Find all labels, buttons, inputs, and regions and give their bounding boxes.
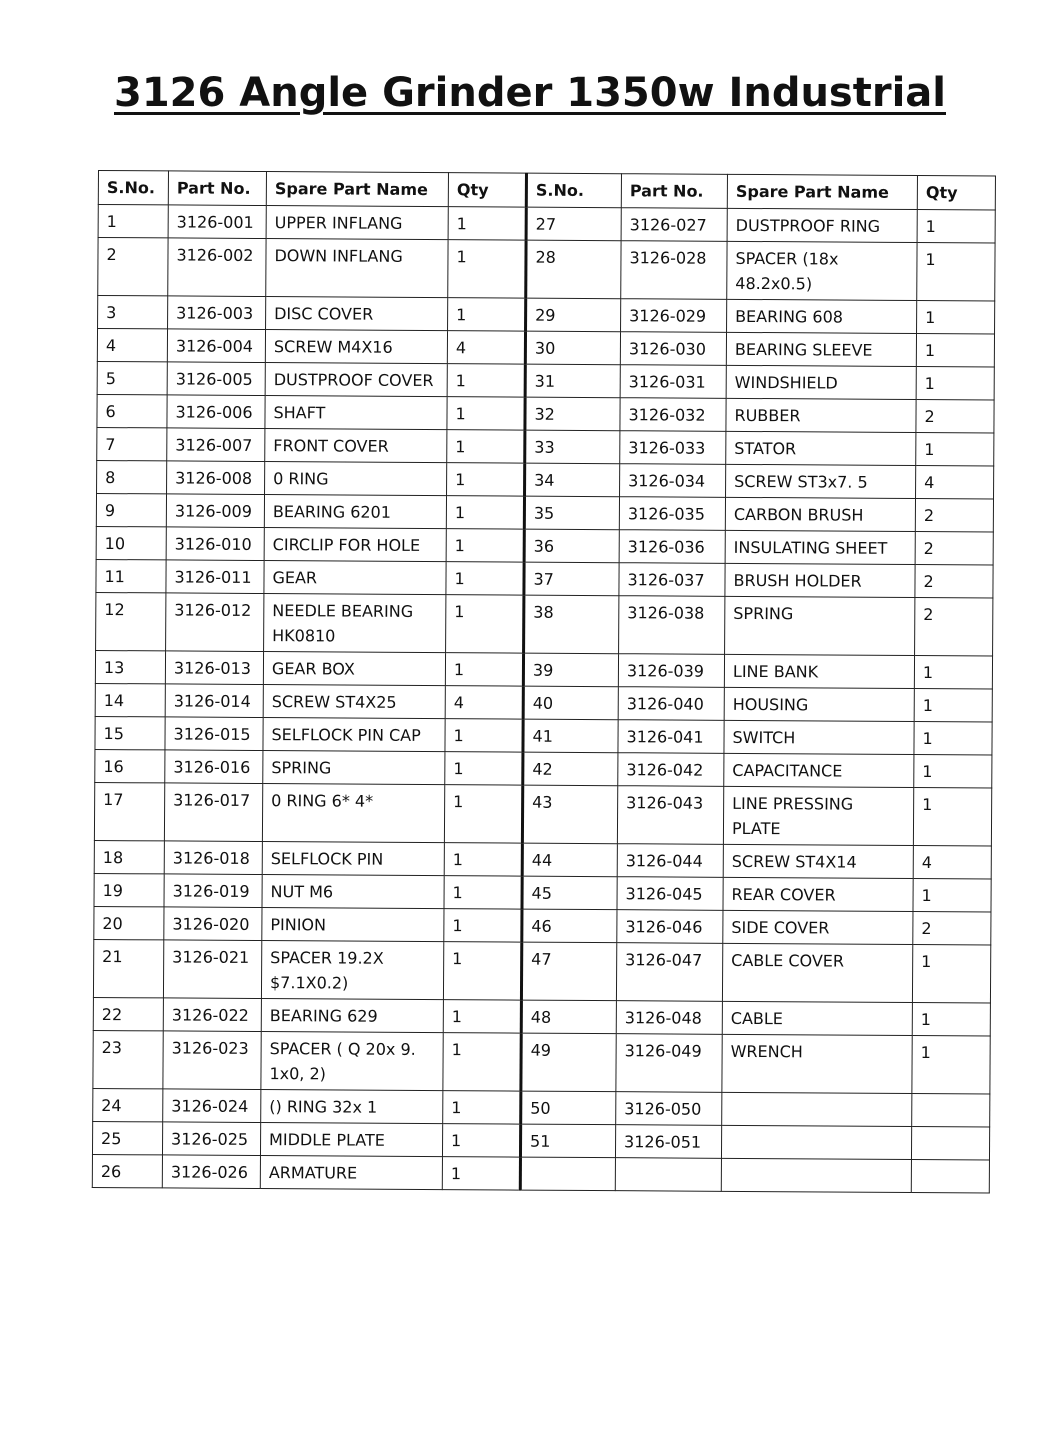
cell-sno: 17 [94, 782, 164, 840]
cell-part-name: INSULATING SHEET [725, 530, 915, 564]
cell-part-name: REAR COVER [723, 877, 913, 911]
cell-sno: 2 [98, 238, 168, 296]
table-body [92, 205, 995, 1193]
cell-qty [911, 1159, 989, 1192]
table-row [96, 559, 993, 597]
cell-part-name: () RING 32x 1 [261, 1090, 443, 1124]
cell-part-name: SPACER (18x 48.2x0.5) [727, 241, 917, 300]
table-row [97, 427, 994, 465]
cell-part-no: 3126-031 [620, 365, 726, 399]
cell-part-name: NUT M6 [262, 875, 444, 909]
cell-qty: 1 [446, 562, 524, 595]
cell-qty: 1 [447, 397, 525, 430]
cell-qty: 1 [917, 243, 995, 301]
header-part-no: Part No. [168, 171, 266, 206]
cell-part-name: GEAR BOX [263, 652, 445, 686]
cell-part-name: DOWN INFLANG [266, 239, 448, 298]
cell-part-no: 3126-015 [165, 717, 263, 751]
cell-part-no [615, 1158, 721, 1192]
cell-sno: 25 [92, 1121, 162, 1154]
cell-qty: 1 [445, 653, 523, 686]
table-row [96, 526, 993, 564]
cell-part-no: 3126-026 [162, 1155, 260, 1189]
cell-sno: 51 [520, 1124, 615, 1158]
cell-part-no: 3126-010 [166, 527, 264, 561]
cell-part-name: HOUSING [724, 687, 914, 721]
cell-part-no: 3126-007 [167, 428, 265, 462]
cell-part-name: RUBBER [726, 398, 916, 432]
cell-qty: 1 [443, 1033, 521, 1091]
cell-qty: 1 [443, 1091, 521, 1124]
cell-part-no: 3126-046 [617, 910, 723, 944]
cell-qty: 1 [442, 1124, 520, 1157]
cell-sno: 20 [94, 906, 164, 939]
cell-part-no: 3126-050 [616, 1092, 722, 1126]
cell-qty: 1 [912, 1035, 990, 1093]
cell-part-no: 3126-049 [616, 1034, 722, 1093]
cell-part-no: 3126-034 [620, 464, 726, 498]
cell-part-no: 3126-004 [167, 329, 265, 363]
cell-sno: 43 [522, 785, 617, 844]
table-row [92, 1154, 989, 1192]
cell-part-no: 3126-011 [166, 560, 264, 594]
cell-qty: 1 [444, 843, 522, 876]
cell-qty: 1 [444, 876, 522, 909]
cell-sno: 29 [526, 298, 621, 332]
cell-qty: 2 [915, 597, 993, 655]
cell-part-name: FRONT COVER [265, 429, 447, 463]
table-row [97, 460, 994, 498]
cell-part-no: 3126-014 [165, 684, 263, 718]
page-title: 3126 Angle Grinder 1350w Industrial [114, 70, 946, 116]
cell-qty: 1 [448, 240, 526, 298]
cell-part-no: 3126-039 [618, 654, 724, 688]
cell-part-no: 3126-021 [163, 940, 261, 999]
cell-part-name: BEARING 6201 [264, 495, 446, 529]
cell-part-no: 3126-018 [164, 841, 262, 875]
cell-part-name [721, 1158, 911, 1192]
cell-part-name: ARMATURE [260, 1156, 442, 1190]
table-row [98, 205, 995, 243]
cell-qty: 4 [447, 331, 525, 364]
cell-sno: 7 [97, 427, 167, 460]
cell-part-name: WRENCH [722, 1034, 912, 1093]
cell-sno: 4 [97, 329, 167, 362]
table-row [95, 683, 992, 721]
cell-qty: 2 [915, 498, 993, 531]
cell-part-no: 3126-038 [619, 596, 725, 655]
cell-part-name: GEAR [264, 561, 446, 595]
spare-parts-table [92, 170, 996, 1193]
cell-sno: 38 [524, 595, 619, 654]
cell-sno: 10 [96, 526, 166, 559]
cell-sno: 27 [526, 207, 621, 241]
cell-qty: 1 [917, 210, 995, 243]
cell-part-no: 3126-048 [616, 1001, 722, 1035]
table-row [97, 329, 994, 367]
cell-part-no: 3126-037 [619, 563, 725, 597]
cell-part-name: LINE PRESSING PLATE [723, 786, 913, 845]
cell-part-no: 3126-001 [168, 205, 266, 239]
cell-part-name: DISC COVER [266, 297, 448, 331]
cell-part-name: CARBON BRUSH [725, 497, 915, 531]
cell-qty: 4 [445, 686, 523, 719]
cell-part-no: 3126-008 [167, 461, 265, 495]
cell-sno: 9 [96, 493, 166, 526]
cell-part-no: 3126-012 [166, 593, 264, 652]
cell-sno: 42 [523, 752, 618, 786]
header-qty: Qty [917, 176, 995, 210]
cell-sno: 8 [97, 460, 167, 493]
table-row [97, 361, 994, 399]
cell-part-name [721, 1125, 911, 1159]
cell-sno: 23 [93, 1030, 163, 1088]
cell-part-name: SPRING [725, 596, 915, 655]
cell-sno: 3 [98, 296, 168, 329]
table-row [94, 840, 991, 878]
cell-sno: 28 [526, 240, 621, 299]
table-row [95, 749, 992, 787]
header-spare-part-name: Spare Part Name [727, 174, 917, 209]
table-row [98, 296, 995, 334]
cell-part-no: 3126-002 [168, 238, 266, 297]
table-row [93, 997, 990, 1035]
cell-sno: 6 [97, 394, 167, 427]
cell-part-no: 3126-025 [162, 1122, 260, 1156]
header-part-no: Part No. [621, 174, 727, 209]
cell-part-no: 3126-029 [621, 299, 727, 333]
cell-qty: 1 [916, 367, 994, 400]
cell-qty: 4 [913, 845, 991, 878]
cell-sno: 36 [524, 529, 619, 563]
cell-sno: 34 [525, 463, 620, 497]
cell-part-name: CABLE [722, 1001, 912, 1035]
cell-sno: 21 [93, 939, 163, 997]
cell-part-name: SIDE COVER [723, 910, 913, 944]
cell-part-name [722, 1092, 912, 1126]
cell-part-name: BRUSH HOLDER [725, 563, 915, 597]
table-row [92, 1121, 989, 1159]
cell-part-no: 3126-005 [167, 362, 265, 396]
cell-part-no: 3126-016 [165, 750, 263, 784]
cell-part-no: 3126-019 [164, 874, 262, 908]
cell-part-name: SELFLOCK PIN [262, 842, 444, 876]
cell-part-name: UPPER INFLANG [266, 206, 448, 240]
table-row [93, 1030, 990, 1093]
cell-qty: 1 [446, 496, 524, 529]
cell-sno: 40 [523, 686, 618, 720]
cell-part-no: 3126-024 [163, 1089, 261, 1123]
table-row [94, 782, 991, 845]
cell-sno: 30 [525, 331, 620, 365]
table-row [94, 906, 991, 944]
cell-part-name: BEARING 608 [727, 299, 917, 333]
cell-qty: 1 [914, 688, 992, 721]
cell-qty: 2 [916, 400, 994, 433]
cell-sno: 32 [525, 397, 620, 431]
cell-qty [911, 1126, 989, 1159]
cell-qty: 1 [444, 909, 522, 942]
header-sno: S.No. [98, 171, 168, 205]
cell-qty: 1 [912, 944, 990, 1002]
cell-qty: 1 [914, 655, 992, 688]
header-spare-part-name: Spare Part Name [266, 172, 448, 207]
cell-part-name: SCREW ST3x7. 5 [726, 464, 916, 498]
cell-part-no: 3126-022 [163, 998, 261, 1032]
cell-qty: 1 [914, 754, 992, 787]
cell-part-name: CAPACITANCE [724, 753, 914, 787]
cell-part-no: 3126-040 [618, 687, 724, 721]
cell-qty: 1 [444, 785, 522, 843]
cell-sno: 19 [94, 873, 164, 906]
cell-sno: 13 [95, 650, 165, 683]
cell-part-name: PINION [262, 908, 444, 942]
table-row [94, 873, 991, 911]
cell-part-name: WINDSHIELD [726, 365, 916, 399]
cell-part-no: 3126-027 [621, 208, 727, 242]
cell-qty: 1 [447, 463, 525, 496]
cell-sno: 11 [96, 559, 166, 592]
cell-part-no: 3126-042 [618, 753, 724, 787]
cell-qty: 1 [445, 752, 523, 785]
cell-part-name: SCREW M4X16 [265, 330, 447, 364]
cell-part-name: CIRCLIP FOR HOLE [264, 528, 446, 562]
cell-part-name: SHAFT [265, 396, 447, 430]
cell-part-name: 0 RING 6* 4* [262, 784, 444, 843]
table-row [96, 493, 993, 531]
table-header-row [98, 171, 995, 210]
cell-part-name: DUSTPROOF COVER [265, 363, 447, 397]
table-row [96, 592, 993, 655]
cell-sno: 5 [97, 361, 167, 394]
cell-part-name: SPACER 19.2X $7.1X0.2) [261, 941, 443, 1000]
cell-sno: 12 [96, 592, 166, 650]
cell-qty: 2 [913, 911, 991, 944]
cell-sno: 35 [524, 496, 619, 530]
cell-part-name: MIDDLE PLATE [260, 1123, 442, 1157]
cell-part-no: 3126-043 [617, 786, 723, 845]
cell-qty: 1 [914, 721, 992, 754]
cell-sno: 50 [521, 1091, 616, 1125]
cell-qty: 1 [445, 719, 523, 752]
cell-qty: 1 [448, 207, 526, 240]
cell-part-name: SWITCH [724, 720, 914, 754]
table-row [95, 650, 992, 688]
cell-part-no: 3126-044 [617, 844, 723, 878]
cell-qty: 1 [446, 595, 524, 653]
cell-part-name: LINE BANK [724, 654, 914, 688]
cell-part-no: 3126-020 [164, 907, 262, 941]
cell-part-no: 3126-013 [165, 651, 263, 685]
cell-qty: 1 [917, 301, 995, 334]
cell-qty: 1 [447, 364, 525, 397]
cell-qty: 1 [443, 942, 521, 1000]
cell-sno: 46 [522, 909, 617, 943]
cell-qty: 2 [915, 531, 993, 564]
cell-sno: 47 [521, 942, 616, 1001]
table-row [98, 238, 995, 301]
cell-part-no: 3126-009 [166, 494, 264, 528]
cell-part-no: 3126-017 [164, 783, 262, 842]
cell-part-no: 3126-033 [620, 431, 726, 465]
cell-sno [520, 1157, 615, 1191]
cell-sno: 26 [92, 1154, 162, 1187]
cell-part-name: NEEDLE BEARING HK0810 [264, 594, 446, 653]
header-qty: Qty [448, 173, 526, 207]
cell-part-name: SPACER ( Q 20x 9. 1x0, 2) [261, 1032, 443, 1091]
header-sno: S.No. [526, 173, 621, 208]
cell-sno: 18 [94, 840, 164, 873]
cell-sno: 33 [525, 430, 620, 464]
table-row [97, 394, 994, 432]
cell-sno: 14 [95, 683, 165, 716]
cell-part-no: 3126-032 [620, 398, 726, 432]
cell-qty: 1 [916, 433, 994, 466]
cell-part-name: SPRING [263, 751, 445, 785]
cell-sno: 39 [523, 653, 618, 687]
cell-part-no: 3126-041 [618, 720, 724, 754]
cell-sno: 48 [521, 1000, 616, 1034]
cell-part-no: 3126-045 [617, 877, 723, 911]
cell-sno: 16 [95, 749, 165, 782]
cell-part-name: 0 RING [265, 462, 447, 496]
cell-part-no: 3126-047 [616, 943, 722, 1002]
cell-part-no: 3126-051 [615, 1125, 721, 1159]
cell-qty: 1 [913, 878, 991, 911]
cell-sno: 37 [524, 562, 619, 596]
cell-part-no: 3126-036 [619, 530, 725, 564]
cell-part-no: 3126-023 [163, 1031, 261, 1090]
cell-part-no: 3126-003 [168, 296, 266, 330]
cell-part-name: SELFLOCK PIN CAP [263, 718, 445, 752]
cell-part-name: CABLE COVER [722, 943, 912, 1002]
cell-qty: 1 [448, 298, 526, 331]
cell-part-no: 3126-028 [621, 241, 727, 300]
cell-part-name: SCREW ST4X14 [723, 844, 913, 878]
table-row [93, 939, 990, 1002]
cell-part-no: 3126-035 [619, 497, 725, 531]
cell-sno: 41 [523, 719, 618, 753]
cell-qty: 1 [446, 529, 524, 562]
cell-sno: 49 [521, 1033, 616, 1092]
cell-sno: 1 [98, 205, 168, 238]
cell-qty: 1 [442, 1157, 520, 1190]
cell-part-name: STATOR [726, 431, 916, 465]
cell-part-name: DUSTPROOF RING [727, 208, 917, 242]
cell-part-no: 3126-006 [167, 395, 265, 429]
cell-qty [912, 1093, 990, 1126]
cell-sno: 24 [93, 1088, 163, 1121]
cell-part-no: 3126-030 [620, 332, 726, 366]
cell-qty: 1 [912, 1002, 990, 1035]
cell-part-name: BEARING 629 [261, 999, 443, 1033]
cell-qty: 4 [916, 466, 994, 499]
cell-sno: 22 [93, 997, 163, 1030]
cell-qty: 1 [913, 787, 991, 845]
cell-qty: 2 [915, 564, 993, 597]
table-row [95, 716, 992, 754]
cell-qty: 1 [443, 1000, 521, 1033]
cell-sno: 44 [522, 843, 617, 877]
cell-part-name: BEARING SLEEVE [726, 332, 916, 366]
table-row [93, 1088, 990, 1126]
cell-part-name: SCREW ST4X25 [263, 685, 445, 719]
cell-qty: 1 [447, 430, 525, 463]
cell-qty: 1 [916, 334, 994, 367]
cell-sno: 15 [95, 716, 165, 749]
cell-sno: 45 [522, 876, 617, 910]
cell-sno: 31 [525, 364, 620, 398]
